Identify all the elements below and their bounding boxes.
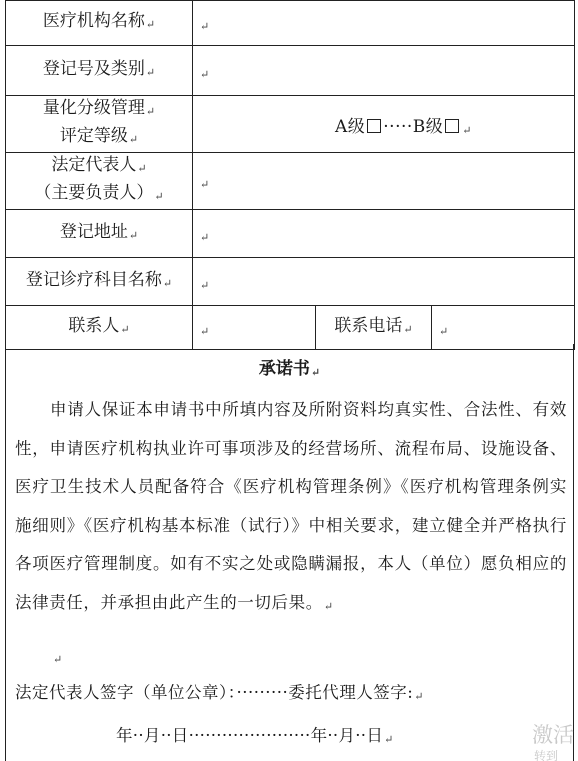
- row-registration: [6, 46, 575, 96]
- promise-title: 承诺书↵: [258, 359, 321, 379]
- legal-rep-field[interactable]: ↵: [193, 153, 575, 210]
- row-grading: [6, 96, 575, 153]
- contact-label: 联系人↵: [6, 306, 193, 350]
- activation-watermark: [528, 711, 578, 761]
- phone-label: 联系电话↵: [316, 306, 432, 350]
- grade-b-label: B级: [412, 116, 444, 137]
- row-contact: [6, 306, 575, 350]
- date-line: 年··月··日······················年··月··日↵: [116, 726, 394, 746]
- row-institution-name: [6, 1, 575, 46]
- empty-line-mark: ↵: [53, 653, 63, 666]
- contact-field[interactable]: ↵: [193, 306, 316, 350]
- grading-options: A级 ·····B级 ↵: [193, 96, 575, 153]
- row-legal-rep: [6, 153, 575, 210]
- signature-line: 法定代表人签字（单位公章）：·········委托代理人签字:↵: [15, 683, 424, 703]
- row-address: [6, 210, 575, 258]
- grade-dots: ·····: [383, 116, 413, 137]
- phone-field[interactable]: ↵: [432, 306, 575, 350]
- promise-body: 申请人保证本申请书中所填内容及所附资料均真实性、合法性、有效性，申请医疗机构执业许可事项涉及的经营场所、流程布局、设施设备、医疗卫生技术人员配备符合《医疗机构管理条例》《医疗机构管理条例实施细则》《医疗机构基本标准（试行）》中相关要求，建立健全并严格执行各项医疗管理制度。如有不实之处或隐瞒漏报，本人（单位）愿负相应的法律责任，并承担由此产生的一切后果。↵: [15, 400, 567, 613]
- grading-label: 量化分级管理↵ 评定等级↵: [6, 96, 193, 153]
- watermark-line1: 激活: [532, 723, 574, 747]
- departments-label: 登记诊疗科目名称↵: [6, 258, 193, 306]
- registration-label: 登记号及类别↵: [6, 46, 193, 96]
- departments-field[interactable]: ↵: [193, 258, 575, 306]
- grade-a-label: A级: [334, 116, 366, 137]
- institution-name-label: 医疗机构名称↵: [6, 1, 193, 46]
- watermark-line2: 转到: [534, 749, 559, 761]
- row-departments: [6, 258, 575, 306]
- institution-name-field[interactable]: ↵: [193, 1, 575, 46]
- address-label: 登记地址↵: [6, 210, 193, 258]
- info-table: [5, 0, 575, 350]
- address-field[interactable]: ↵: [193, 210, 575, 258]
- grade-a-checkbox[interactable]: [367, 119, 381, 133]
- legal-rep-label: 法定代表人↵ （主要负责人）↵: [6, 153, 193, 210]
- promise-section: [5, 344, 574, 761]
- grade-b-checkbox[interactable]: [445, 119, 459, 133]
- registration-field[interactable]: ↵: [193, 46, 575, 96]
